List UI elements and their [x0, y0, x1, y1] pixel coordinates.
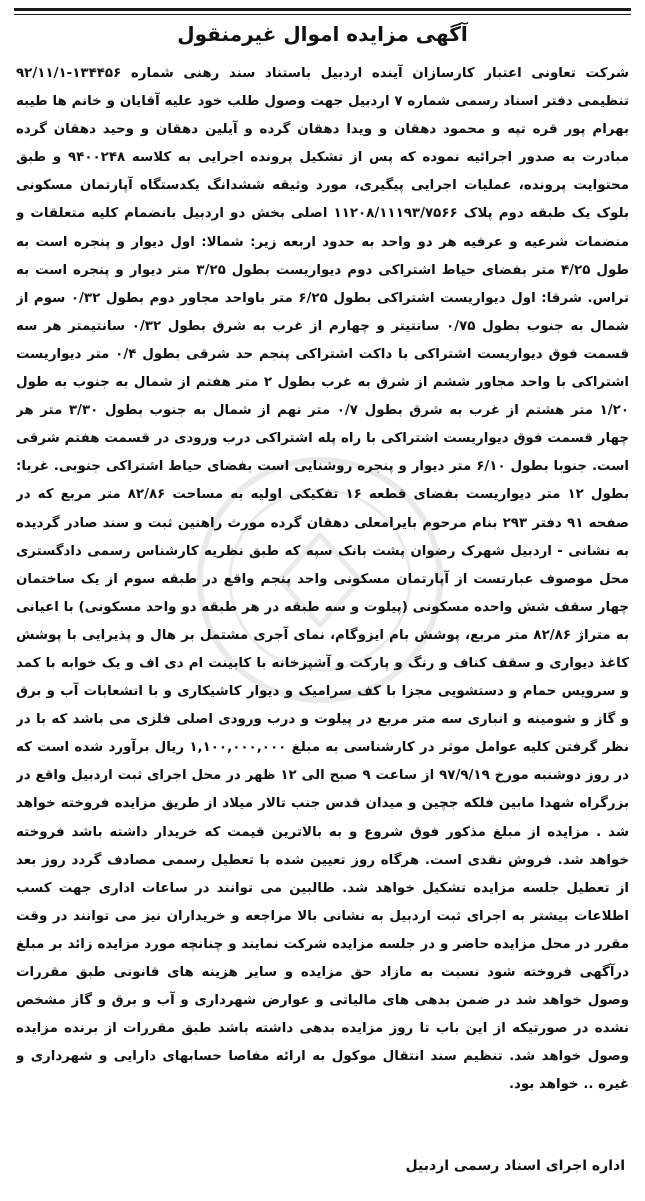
notice-body: شرکت تعاونی اعتبار کارسازان آینده اردبیل باستناد سند رهنی شماره ۱۳۴۴۵۶-۹۲/۱۱/۱ تنظیمی دفتر اسناد رسمی شماره ۷ اردبیل جهت وصول طلب خود علیه آقایان و خانم ها طیبه بهرام پور قره تپه و محمود دهقان و ویدا دهقان گرده و آیلین دهقان و وحید دهقان گرده مبادرت به صدور اجرائیه نموده که پس از تشکیل پرونده اجرایی به کلاسه ۹۴۰۰۲۴۸ و طبق محتوایت پرونده، عملیات اجرایی پیگیری، مورد وثیقه ششدانگ یکدستگاه آپارتمان مسکونی بلوک یک طبقه دوم پلاک ۱۱۲۰۸/۱۱۱۹۳/۷۵۶۶ اصلی بخش دو اردبیل بانضمام کلیه متعلقات و منضمات شرعیه و عرفیه هر دو واحد به حدود اربعه زیر: شمالا: اول دیوار و پنجره است به طول ۴/۲۵ متر بفضای حیاط اشتراکی دوم دیواریست بطول ۳/۲۵ متر دیوار و پنجره است به تراس. شرقا: اول دیواریست اشتراکی بطول ۶/۲۵ متر باواحد مجاور دوم بطول ۰/۳۲ سوم از شمال به جنوب بطول ۰/۷۵ سانتیتر و چهارم از غرب به شرق بطول ۰/۳۲ سانتیمتر هر سه قسمت فوق دیواریست اشتراکی با داکت اشتراکی پنجم حد شرقی بطول ۰/۴ متر دیواریست اشتراکی با واحد مجاور ششم از شرق به غرب بطول ۲ متر هفتم از شمال به جنوب به طول ۱/۲۰ متر هشتم از غرب به شرق بطول ۰/۷ متر نهم از شمال به جنوب بطول ۳/۳۰ متر هر چهار قسمت فوق دیواریست اشتراکی با راه پله اشتراکی درب ورودی در قسمت هفتم شرقی است. جنوبا بطول ۶/۱۰ متر دیوار و پنجره روشنایی است بفضای حیاط اشتراکی جنوبی. غربا: بطول ۱۲ متر دیواریست بفضای قطعه ۱۶ تفکیکی اولیه به مساحت ۸۲/۸۶ متر مربع که در صفحه ۹۱ دفتر ۲۹۳ بنام مرحوم بایرامعلی دهقان گرده مورث راهنین ثبت و سند صادر گردیده به نشانی - اردبیل شهرک رضوان پشت بانک سپه که طبق نظریه کارشناس رسمی دادگستری محل موصوف عبارتست از آپارتمان مسکونی واحد پنجم واقع در طبقه سوم از یک ساختمان چهار سقف شش واحده مسکونی (پیلوت و سه طبقه در هر طبقه دو واحد مسکونی) با اعیانی به متراژ ۸۲/۸۶ متر مربع، پوشش بام ایزوگام، نمای آجری مشتمل بر هال و پذیرایی با پوشش کاغذ دیواری و سقف کناف و رنگ و پارکت و آشپزخانه با کابینت ام دی اف و یک خوابه با کمد و سرویس حمام و دستشویی مجزا با کف سرامیک و دیوار کاشیکاری و با انشعابات آب و برق و گاز و شومینه و انباری سه متر مربع در پیلوت و درب ورودی اصلی فلزی می باشد که با در نظر گرفتن کلیه عوامل موثر در کارشناسی به مبلغ ۱,۱۰۰,۰۰۰,۰۰۰ ریال برآورد شده است که در روز دوشنبه مورخ ۹۷/۹/۱۹ از ساعت ۹ صبح الی ۱۲ ظهر در محل اجرای ثبت اردبیل واقع در بزرگراه شهدا مابین فلکه جچین و میدان قدس جنب تالار میلاد از طریق مزایده فروخته خواهد شد . مزایده از مبلغ مذکور فوق شروع و به بالاترین قیمت که خریدار داشته باشد فروخته خواهد شد. فروش نقدی است. هرگاه روز تعیین شده با تعطیل رسمی مصادف گردد روز بعد از تعطیل جلسه مزایده تشکیل خواهد شد. طالبین می توانند در ساعات اداری جهت کسب اطلاعات بیشتر به اجرای ثبت اردبیل به نشانی بالا مراجعه و خریداران نیز می توانند در وقت مقرر در محل مزایده حاضر و در جلسه مزایده شرکت نمایند و چنانچه مورد مزایده زائد بر مبلغ درآگهی فروخته شود نسبت به مازاد حق مزایده و سایر هزینه های قانونی طبق مقررات وصول خواهد شد در ضمن بدهی های مالیاتی و عوارض شهرداری و آب و برق و گاز مشخص نشده در صورتیکه از این باب تا روز مزایده بدهی داشته باشد طبق مقررات از برنده مزایده وصول خواهد شد. تنظیم سند انتقال موکول به ارائه مفاصا حسابهای دارایی و شهرداری و غیره .. خواهد بود. [16, 66, 629, 1093]
top-border-rule [14, 8, 631, 11]
top-border-thin-rule [14, 14, 631, 15]
issuer-signature: اداره اجرای اسناد رسمی اردبیل [405, 1158, 625, 1174]
notice-title: آگهی مزایده اموال غیرمنقول [177, 22, 468, 46]
